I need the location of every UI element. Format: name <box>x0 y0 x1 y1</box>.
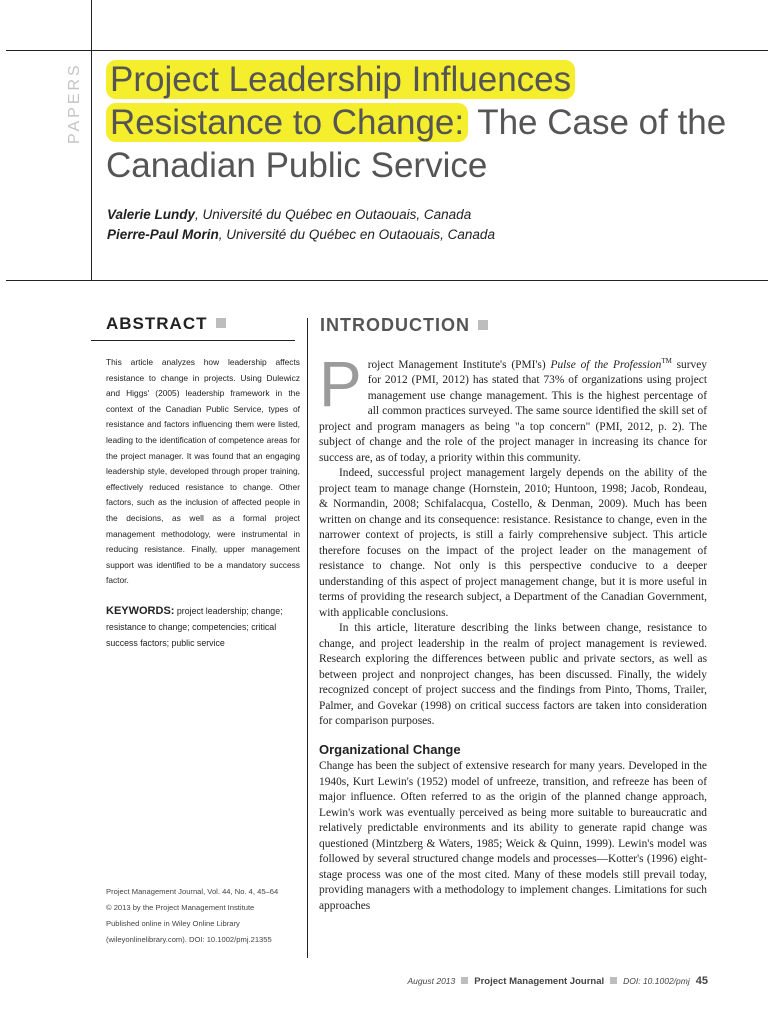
journal-citation: Project Management Journal, Vol. 44, No. 4, 45–64 <box>106 887 279 896</box>
abstract-heading: ABSTRACT <box>106 314 226 334</box>
title-line2-highlight: Resistance to Change: <box>106 103 468 142</box>
introduction-heading: INTRODUCTION <box>320 315 488 336</box>
left-vertical-rule <box>91 0 92 280</box>
footer-doi: DOI: 10.1002/pmj <box>623 976 690 986</box>
org-change-paragraph-1: Change has been the subject of extensive research for many years. Developed in the 1940s, Kurt Lewin's (1952) model of unfreeze, transition, and refreeze has been of major influence. Often referred to as the origin of the planned change approach, Lewin's work was eventually perceived as being more suitable to bureaucratic and relatively predictable environments and its ability to generate rapid change was questioned (Mintzberg & Waters, 1985; Weick & Quinn, 1999). Lewin's model was followed by several structured change models and processes—Kotter's (1996) eight-stage process was one of the most cited. Many of these models still prevail today, providing managers with a methodology to implement changes. Limitations for such approaches <box>319 760 707 912</box>
author-1 <box>107 205 495 225</box>
doi-line: (wileyonlinelibrary.com). DOI: 10.1002/pmj.21355 <box>106 935 272 944</box>
square-bullet-icon <box>610 977 617 984</box>
copyright: © 2013 by the Project Management Institute <box>106 903 255 912</box>
title-line3: Canadian Public Service <box>106 146 488 185</box>
abstract-rule <box>91 340 295 341</box>
section-tag-label: PAPERS <box>66 62 83 144</box>
published-online: Published online in Wiley Online Library <box>106 919 240 928</box>
author-2 <box>107 225 495 245</box>
footer-journal: Project Management Journal <box>474 976 605 987</box>
keywords <box>106 603 300 651</box>
author-affiliation: , Université du Québec en Outaouais, Canada <box>195 207 472 222</box>
journal-info <box>106 884 306 948</box>
square-bullet-icon <box>461 977 468 984</box>
column-divider <box>307 318 308 958</box>
article-title <box>106 58 746 187</box>
author-name: Valerie Lundy <box>107 207 196 222</box>
body-column <box>319 348 707 914</box>
keywords-text: project leadership; change; resistance to change; competencies; critical success factors; public service <box>106 606 283 648</box>
intro-paragraph-3: In this article, literature describing the links between change, resistance to change, and project leadership in the realm of project management is reviewed. Research exploring the differences between public and private sectors, as well as between project and nonproject changes, has been discussed. Finally, the widely recognized concept of project success and the findings from Pinto, Thoms, Trailer, Palmer, and Govekar (1998) on critical success factors are taken into consideration for comparison purposes. <box>319 622 707 728</box>
section-tag <box>64 64 86 144</box>
org-change-heading: Organizational Change <box>319 741 461 757</box>
title-line1-highlight: Project Leadership Influences <box>106 60 575 99</box>
intro-paragraph-2: Indeed, successful project management largely depends on the ability of the project team to manage change (Hornstein, 2010; Huntoon, 1998; Jacob, Rondeau, & Normandin, 2008; Schifalacqua, Costello, & Denman, 2009). Much has been written on change and its consequence: resistance. Resistance to change, even in the narrower context of projects, is still a fairly comprehensive subject. This article therefore focuses on the impact of the project leader on the management of resistance to change. Not only is this perspective conducive to a deeper understanding of this aspect of project management change, but it is more useful in terms of providing the research subject, a Department of the Canadian Government, with applicable conclusions. <box>319 467 707 619</box>
square-bullet-icon <box>478 320 488 330</box>
keywords-label: KEYWORDS: <box>106 605 175 617</box>
footer-date: August 2013 <box>407 976 456 986</box>
header-bottom-rule <box>6 280 768 281</box>
author-affiliation: , Université du Québec en Outaouais, Canada <box>218 227 495 242</box>
drop-cap: P <box>319 348 362 420</box>
abstract-text: This article analyzes how leadership affects resistance to change in projects. Using Dulewicz and Higgs' (2005) leadership framework in the context of the Canadian Public Service, types of resistance and factors influencing them were listed, leading to the identification of competence areas for the project manager. It was found that an engaging leadership style, developed through proper training, effectively reduced resistance to change. Other factors, such as the inclusion of affected people in the decisions, as well as a formal project management methodology, were instrumental in reducing resistance. Finally, upper management support was identified to be a mandatory success factor. <box>106 357 300 586</box>
page-number: 45 <box>695 975 708 987</box>
title-line2-rest: The Case of the <box>477 103 727 142</box>
author-list <box>107 205 495 245</box>
intro-paragraph-1: Project Management Institute's (PMI's) Pulse of the Profession™ survey for 2012 (PMI, 2012) has stated that 73% of organizations using project management use change management. This is the highest percentage of all common practices surveyed. The same source identified the skill set of project and program managers as being "a top concern" (PMI, 2012, p. 2). The subject of change and the role of the project manager in increasing its chance for success are, as of today, a priority within this community. <box>319 348 707 464</box>
page-footer <box>408 975 708 987</box>
top-rule <box>6 50 768 51</box>
author-name: Pierre-Paul Morin <box>107 227 219 242</box>
square-bullet-icon <box>216 318 226 328</box>
